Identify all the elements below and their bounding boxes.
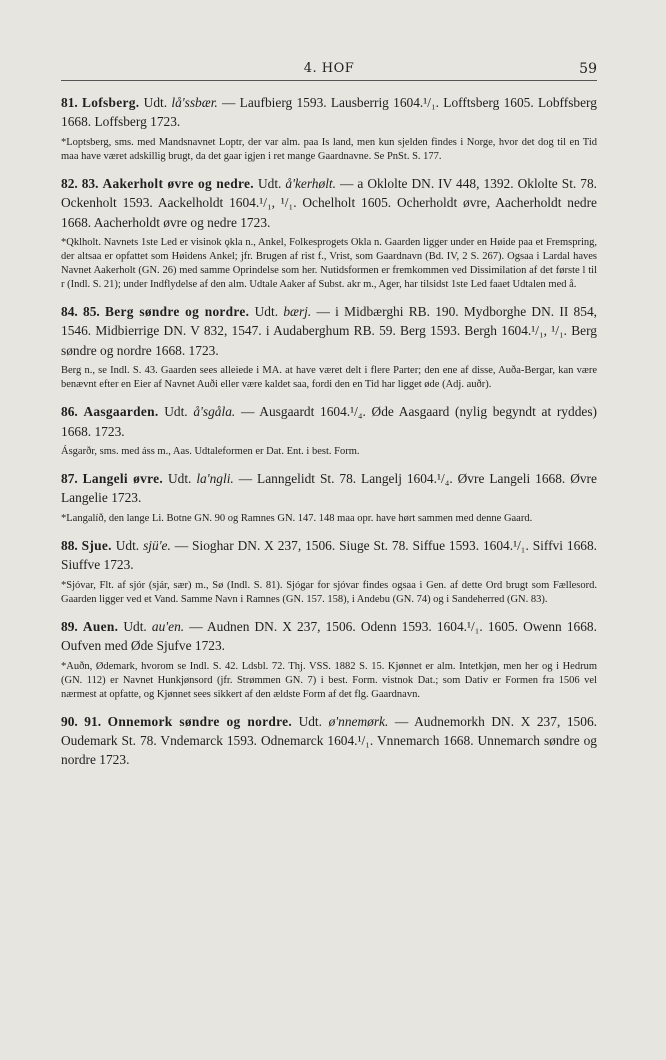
udt-label: Udt. bbox=[298, 713, 322, 729]
entry-number: 82. 83. bbox=[61, 175, 99, 191]
entry-number: 84. 85. bbox=[61, 304, 100, 320]
udt-label: Udt. bbox=[115, 537, 140, 553]
entry-87 bbox=[61, 469, 597, 526]
page-number: 59 bbox=[579, 61, 597, 77]
udt-label: Udt. bbox=[143, 95, 168, 110]
farm-name: Langeli øvre. bbox=[82, 471, 164, 487]
entry-81 bbox=[61, 93, 597, 164]
udt-label: Udt. bbox=[257, 175, 282, 191]
pronunciation: bærj. bbox=[283, 304, 312, 320]
entry-number: 88. bbox=[61, 537, 78, 553]
page-header bbox=[61, 58, 597, 82]
entry-82-83 bbox=[61, 174, 597, 292]
farm-name: Sjue. bbox=[81, 537, 112, 553]
pronunciation: ø'nnemørk. bbox=[328, 713, 389, 729]
entry-86 bbox=[61, 402, 597, 459]
udt-label: Udt. bbox=[167, 471, 192, 487]
farm-name: Lofsberg. bbox=[82, 95, 140, 110]
chapter-heading: 4. HOF bbox=[303, 61, 355, 76]
entry-note: *Loptsberg, sms. med Mandsnavnet Loptr, der var alm. paa Is land, men kun sjelden findes i Norge, hvor det dog til en Tid maa have været adskillig brugt, da det gaar igjen i ret mange Gaardnavne. Se PnSt. S. 177. bbox=[61, 136, 597, 162]
historic-forms: — i Midbærghi RB. 190. Mydborghe DN. II 854, 1546. Midbierrige DN. V 832, 1547. i Audaberghum RB. 59. Berg 1593. Bergh 1604.¹/₁, ¹/₁. Berg søndre og nordre 1668. 1723. bbox=[61, 304, 597, 358]
entry-note: *Sjóvar, Flt. af sjór (sjár, sær) m., Sø (Indl. S. 81). Sjógar for sjóvar findes ogsaa i Gen. af dette Ord brugt som Fællesord. Gaarden ligger ved et Vand. Samme Navn i Ramnes (GN. 157. 158), i Andebu (GN. 74) og i Sandeherred (GN. 83). bbox=[61, 579, 597, 605]
pronunciation: la'ngli. bbox=[196, 471, 234, 487]
page-content bbox=[61, 93, 597, 780]
entry-number: 87. bbox=[61, 471, 78, 487]
entry-note: *Qklholt. Navnets 1ste Led er visinok ǫkla n., Ankel, Folkesprogets Okla n. Gaarden ligger under en Høide paa et Fremspring, der altsaa er opfattet som Høidens Ankel; jfr. Brugen af rist f., Vrist, som Gaardnavn (Bd. IV, 2 S. 267). Ogsaa i Lardal haves Navnet Aakerholt (GN. 26) med samme Oprindelse som her. Nutidsformen er fremkommen ved Dissimilation af det første l til r (Indl. S. 21); under Indflydelse af den alm. Udtale Aaker af Subst. akr m., Ager, har tilsidst 1ste Led faaet Udtalen med å. bbox=[61, 237, 597, 291]
entry-90-91 bbox=[61, 712, 597, 770]
historic-forms: — Audnen DN. X 237, 1506. Odenn 1593. 1604.¹/₁. 1605. Owenn 1668. Oufven med Øde Sjufve 1723. bbox=[61, 618, 597, 654]
entry-note: Berg n., se Indl. S. 43. Gaarden sees alleiede i MA. at have været delt i flere Parter; den ene af disse, Auða-Bergar, kan være benævnt efter en Eier af Navnet Auði eller være kaldet saa, fordi den en Tid har ligget øde (Adj. auðr). bbox=[61, 365, 597, 391]
farm-name: Berg søndre og nordre. bbox=[105, 304, 250, 320]
pronunciation: å'sgåla. bbox=[193, 404, 236, 420]
entry-89 bbox=[61, 617, 597, 702]
udt-label: Udt. bbox=[254, 304, 279, 320]
historic-forms: — Audnemorkh DN. X 237, 1506. Oudemark St. 78. Vndemarck 1593. Odnemarck 1604.¹/₁. Vnnemarch 1668. Unnemarch søndre og nordre 1723. bbox=[61, 713, 597, 768]
farm-name: Onnemork søndre og nordre. bbox=[107, 713, 292, 729]
historic-forms: — Laufbierg 1593. Lausberrig 1604.¹/₁. Lofftsberg 1605. Lobffsberg 1668. Loffsberg 1723. bbox=[61, 95, 597, 130]
historic-forms: — a Oklolte DN. IV 448, 1392. Oklolte St. 78. Ockenholt 1593. Aackelholdt 1604.¹/₁, ¹/₁. Ochelholt 1605. Ocherholdt øvre, Aacherholdt nedre 1668. Aacherholdt øvre og nedre 1723. bbox=[61, 175, 597, 230]
pronunciation: au'en. bbox=[151, 618, 185, 634]
entry-number: 89. bbox=[61, 618, 78, 634]
farm-name: Auen. bbox=[82, 618, 119, 634]
entry-number: 90. 91. bbox=[61, 713, 102, 729]
farm-name: Aasgaarden. bbox=[83, 404, 159, 420]
entry-number: 86. bbox=[61, 404, 78, 420]
udt-label: Udt. bbox=[123, 618, 147, 634]
entry-number: 81. bbox=[61, 95, 78, 110]
pronunciation: sjü'e. bbox=[143, 537, 171, 553]
header-rule bbox=[61, 80, 597, 81]
entry-84-85 bbox=[61, 302, 597, 392]
farm-name: Aakerholt øvre og nedre. bbox=[102, 175, 254, 191]
entry-note: *Langalíð, den lange Li. Botne GN. 90 og Ramnes GN. 147. 148 maa opr. have hørt sammen med denne Gaard. bbox=[61, 512, 533, 524]
entry-note: Ásgarðr, sms. med áss m., Aas. Udtaleformen er Dat. Ent. i best. Form. bbox=[61, 446, 360, 458]
pronunciation: lå'ssbær. bbox=[171, 95, 218, 110]
historic-forms: — Sioghar DN. X 237, 1506. Siuge St. 78. Siffue 1593. 1604.¹/₁. Siffvi 1668. Siuffve 1723. bbox=[61, 537, 597, 573]
pronunciation: å'kerhølt. bbox=[285, 175, 336, 191]
entry-88 bbox=[61, 536, 597, 607]
entry-note: *Auðn, Ødemark, hvorom se Indl. S. 42. Ldsbl. 72. Thj. VSS. 1882 S. 15. Kjønnet er alm. Intetkjøn, men her og i Hedrum (GN. 112) er Navnet Hunkjønsord (jfr. Strømmen GN. 7) i best. Form. vistnok Dat.; som Dativ er Formen fra 1506 vel nærmest at opfatte, og Kjønnet sees sikkert af den ældste Form af det flg. Gaardnavn. bbox=[61, 660, 597, 700]
historic-forms: — Ausgaardt 1604.¹/₄. Øde Aasgaard (nylig begyndt at ryddes) 1668. 1723. bbox=[61, 404, 597, 439]
historic-forms: — Lanngelidt St. 78. Langelj 1604.¹/₄. Øvre Langeli 1668. Øvre Langelie 1723. bbox=[61, 471, 597, 506]
udt-label: Udt. bbox=[164, 404, 188, 420]
